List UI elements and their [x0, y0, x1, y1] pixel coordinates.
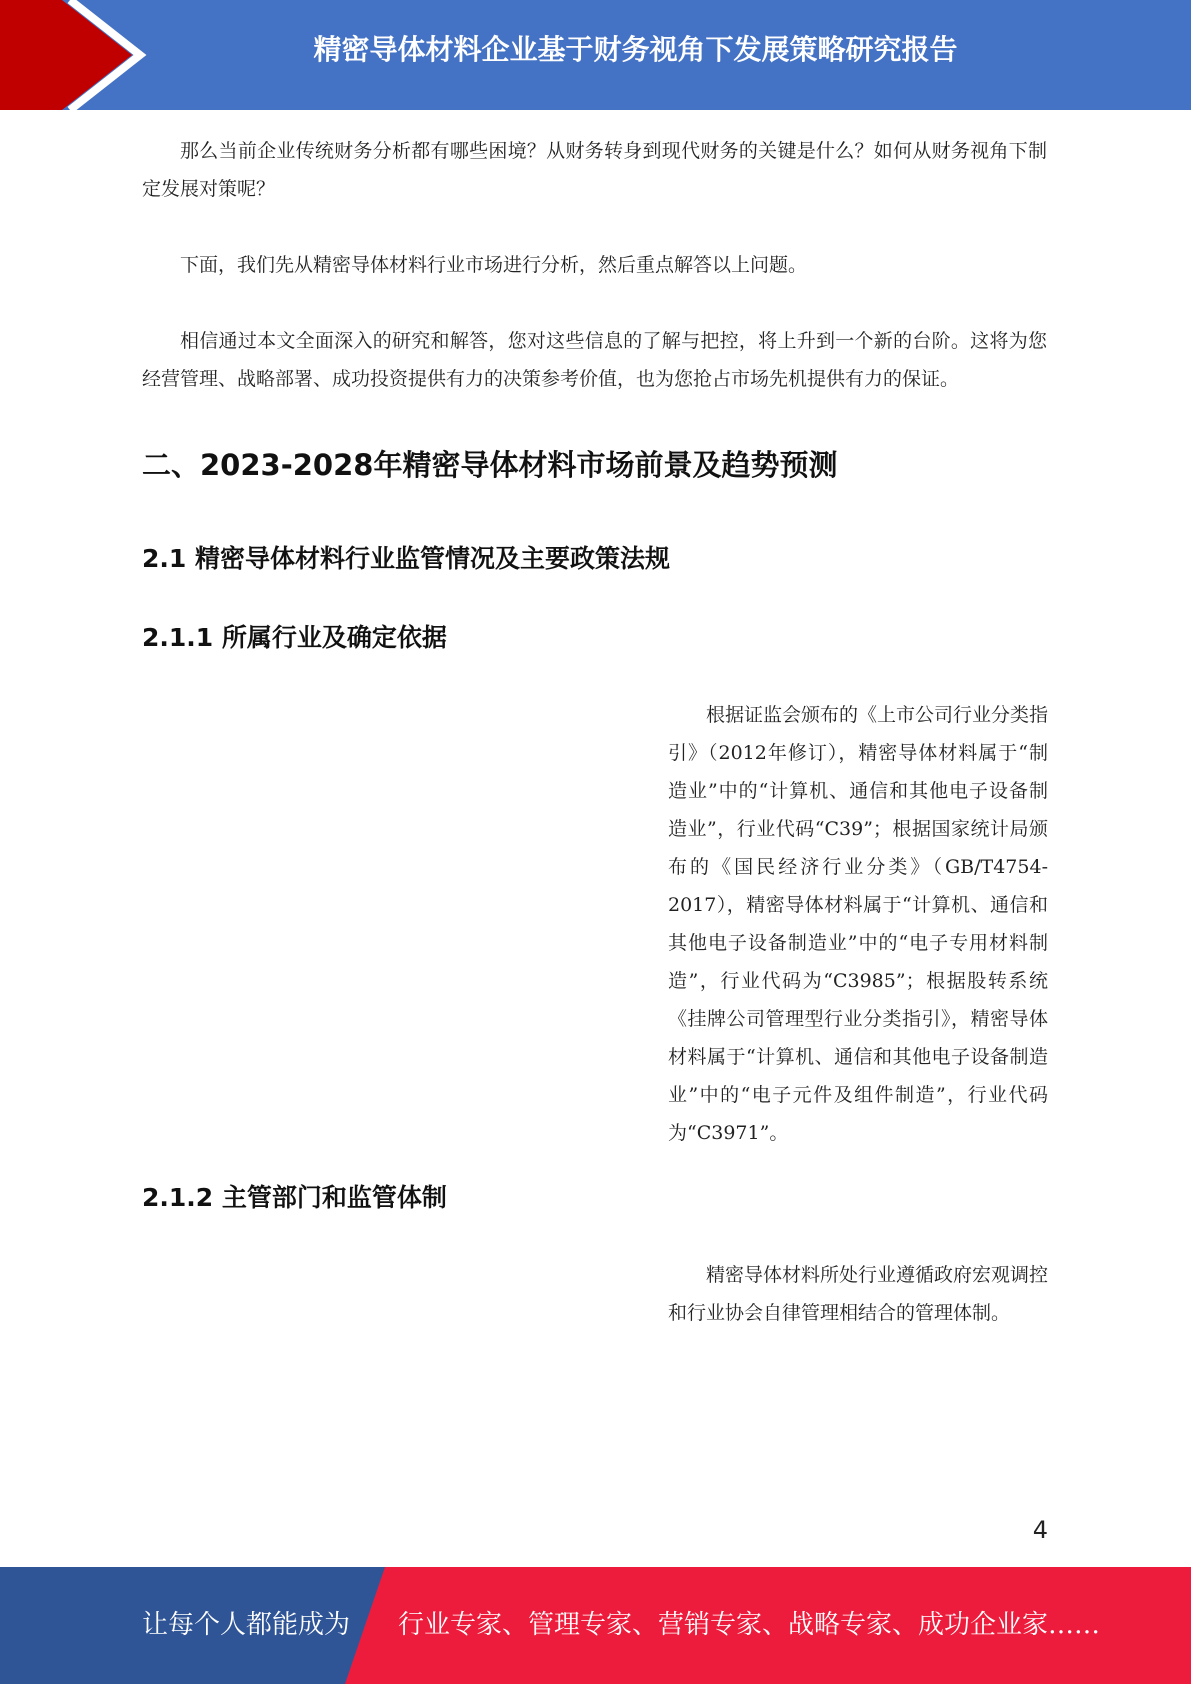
section-heading: 2.1 精密导体材料行业监管情况及主要政策法规 — [142, 544, 670, 573]
intro-paragraph-1: 那么当前企业传统财务分析都有哪些困境？从财务转身到现代财务的关键是什么？如何从财务视角下制定发展对策呢？ — [142, 140, 1047, 200]
chapter-heading: 二、2023-2028年精密导体材料市场前景及趋势预测 — [142, 448, 838, 482]
regulatory-system-text: 精密导体材料所处行业遵循政府宏观调控和行业协会自律管理相结合的管理体制。 — [668, 1264, 1049, 1324]
intro-paragraph-3: 相信通过本文全面深入的研究和解答，您对这些信息的了解与把控，将上升到一个新的台阶。这将为您经营管理、战略部署、成功投资提供有力的决策参考价值，也为您抢占市场先机提供有力的保证。 — [142, 330, 1047, 390]
page-content — [142, 132, 1047, 1332]
footer-slogan-right: 行业专家、管理专家、营销专家、战略专家、成功企业家…… — [398, 1610, 1101, 1640]
intro-paragraph-2: 下面，我们先从精密导体材料行业市场进行分析，然后重点解答以上问题。 — [180, 254, 808, 276]
subsection-heading-regulation: 2.1.2 主管部门和监管体制 — [142, 1183, 447, 1212]
header-title: 精密导体材料企业基于财务视角下发展策略研究报告 — [313, 33, 958, 66]
page-footer — [0, 1567, 1191, 1684]
page-number: 4 — [1032, 1516, 1048, 1544]
industry-basis-text: 根据证监会颁布的《上市公司行业分类指引》（2012年修订），精密导体材料属于“制造业”中的“计算机、通信和其他电子设备制造业”，行业代码“C39”；根据国家统计局颁布的《国民经济行业分类》（GB/T4754-2017），精密导体材料属于“计算机、通信和其他电子设备制造业”中的“电子专用材料制造”，行业代码为“C3985”；根据股转系统《挂牌公司管理型行业分类指引》，精密导体材料属于“计算机、通信和其他电子设备制造业”中的“电子元件及组件制造”，行业代码为“C3971”。 — [668, 704, 1049, 1144]
page-header — [0, 0, 1191, 110]
subsection-heading-industry: 2.1.1 所属行业及确定依据 — [142, 623, 447, 652]
footer-slogan-left: 让每个人都能成为 — [142, 1610, 351, 1640]
header-chevron-icon — [0, 0, 160, 110]
